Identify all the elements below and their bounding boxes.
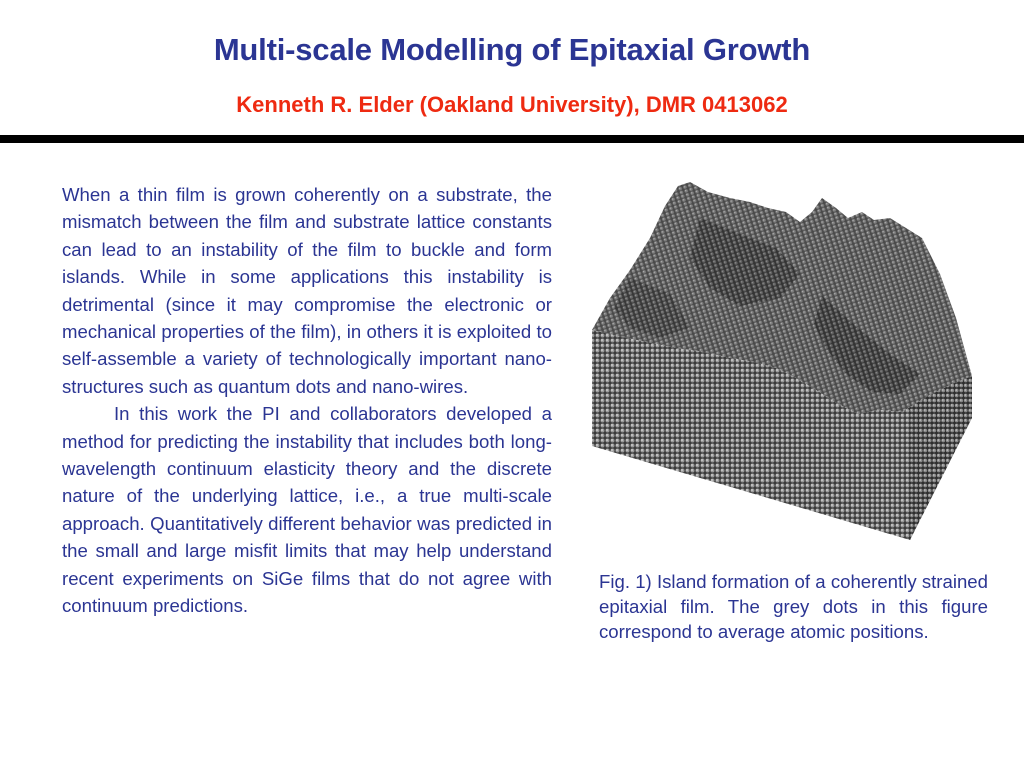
- paragraph-1: When a thin film is grown coherently on a substrate, the mismatch between the film and substrate lattice constants can lead to an instability of the film to buckle and form islands. While in some applications this instability is detrimental (since it may compromise the electronic or mechanical properties of the film), in others it is exploited to self-assemble a variety of technologically important nano-structures such as quantum dots and nano-wires.: [62, 184, 552, 397]
- body-text: [62, 181, 552, 620]
- lattice-figure: [590, 178, 974, 542]
- page-title: Multi-scale Modelling of Epitaxial Growth: [213, 32, 811, 67]
- figure-caption: Fig. 1) Island formation of a coherently strained epitaxial film. The grey dots in this figure correspond to average atomic positions.: [599, 571, 988, 642]
- paragraph-2: In this work the PI and collaborators developed a method for predicting the instability that includes both long-wavelength continuum elasticity theory and the discrete nature of the underlying lattice, i.e., a true multi-scale approach. Quantitatively different behavior was predicted in the small and large misfit limits that may help understand recent experiments on SiGe films that do not agree with continuum predictions.: [62, 403, 552, 617]
- title-divider: [0, 135, 1024, 143]
- page-subtitle: Kenneth R. Elder (Oakland University), DMR 0413062: [236, 92, 788, 117]
